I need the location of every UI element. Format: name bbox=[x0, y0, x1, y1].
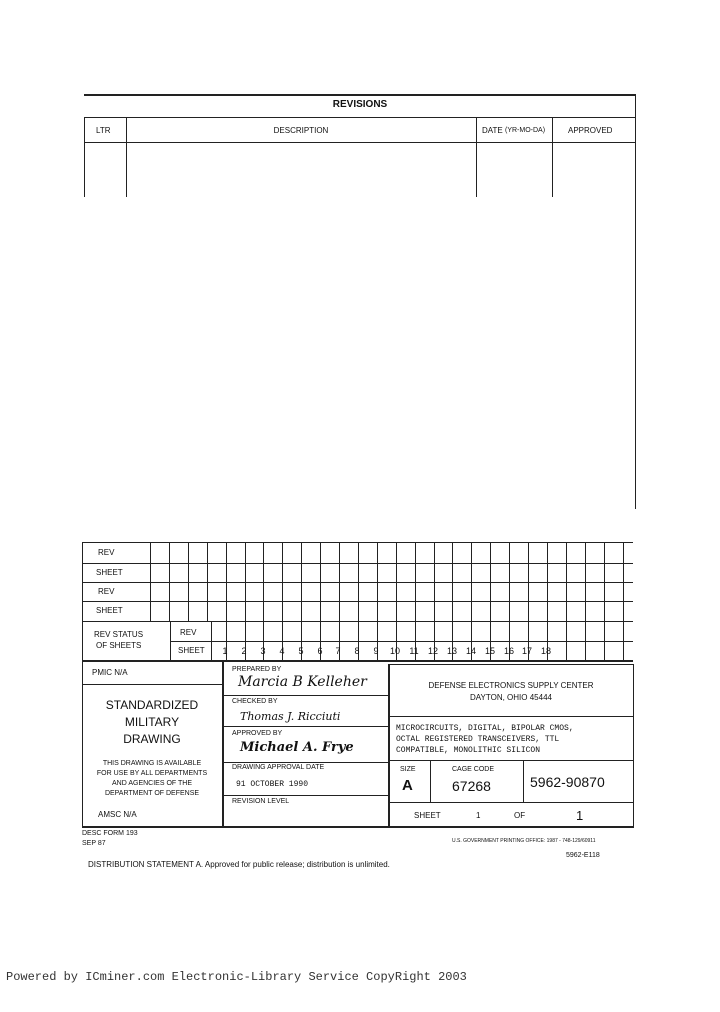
grid-column-line bbox=[415, 542, 416, 660]
grid-rev-label-2: REV bbox=[98, 587, 115, 596]
revisions-title: REVISIONS bbox=[332, 99, 388, 110]
prepared-by-signature: Marcia B Kelleher bbox=[238, 674, 367, 690]
avail-line-4: DEPARTMENT OF DEFENSE bbox=[104, 790, 200, 797]
rev-status-label: REV STATUS bbox=[94, 630, 144, 639]
prepared-by-label: PREPARED BY bbox=[232, 666, 282, 673]
sheet-number-cell: 9 bbox=[373, 646, 379, 656]
grid-column-line bbox=[263, 542, 264, 660]
sheet-number-cell: 7 bbox=[335, 646, 341, 656]
approved-by-signature: Michael A. Frye bbox=[240, 740, 354, 755]
grid-column-line bbox=[339, 542, 340, 660]
grid-column-line bbox=[150, 542, 151, 621]
col-approved: APPROVED bbox=[568, 126, 613, 135]
avail-line-2: FOR USE BY ALL DEPARTMENTS bbox=[96, 770, 208, 777]
grid-rev-label-3: REV bbox=[180, 628, 197, 637]
agency-line-1: DEFENSE ELECTRONICS SUPPLY CENTER bbox=[428, 681, 594, 690]
approval-date: 91 OCTOBER 1990 bbox=[236, 780, 309, 789]
avail-line-1: THIS DRAWING IS AVAILABLE bbox=[102, 760, 202, 767]
col-date-format: (YR-MO-DA) bbox=[505, 127, 546, 134]
sheet-number-cell: 5 bbox=[298, 646, 304, 656]
sheet-number-cell: 16 bbox=[503, 646, 514, 656]
grid-column-line bbox=[226, 542, 227, 660]
sheet-number-cell: 2 bbox=[241, 646, 247, 656]
of-value: 1 bbox=[576, 808, 584, 823]
sheet-number-cell: 17 bbox=[521, 646, 532, 656]
cage-code-value: 67268 bbox=[452, 778, 491, 794]
checked-by-signature: Thomas J. Ricciuti bbox=[240, 710, 341, 723]
col-description: DESCRIPTION bbox=[273, 126, 329, 135]
distribution-statement: DISTRIBUTION STATEMENT A. Approved for public release; distribution is unlimited. bbox=[88, 860, 390, 869]
sheet-number-cell: 11 bbox=[409, 646, 419, 656]
sheet-number-cell: 3 bbox=[260, 646, 266, 656]
grid-column-line bbox=[490, 542, 491, 660]
sheet-number-cell: 10 bbox=[389, 646, 400, 656]
sheet-number-cell: 4 bbox=[279, 646, 285, 656]
amsc: AMSC N/A bbox=[98, 810, 137, 819]
sheet-value: 1 bbox=[476, 811, 481, 820]
grid-column-line bbox=[245, 542, 246, 660]
approved-by-label: APPROVED BY bbox=[232, 730, 283, 737]
grid-sheet-label-3: SHEET bbox=[178, 646, 205, 655]
sheet-number-cell: 12 bbox=[427, 646, 438, 656]
sheet-label: SHEET bbox=[414, 811, 441, 820]
sheet-number-cell: 6 bbox=[317, 646, 323, 656]
of-label: OF bbox=[514, 811, 526, 820]
sheet-number-cell: 13 bbox=[446, 646, 457, 656]
title-line-2: OCTAL REGISTERED TRANSCEIVERS, TTL bbox=[396, 735, 560, 744]
grid-sheet-label-2: SHEET bbox=[96, 606, 123, 615]
grid-sheet-label-1: SHEET bbox=[96, 568, 123, 577]
drawing-number: 5962-90870 bbox=[530, 774, 605, 790]
std-line-2: MILITARY bbox=[124, 715, 180, 729]
form-number: DESC FORM 193 bbox=[82, 830, 138, 837]
form-code: 5962-E118 bbox=[566, 852, 600, 859]
grid-column-line bbox=[301, 542, 302, 660]
std-line-1: STANDARDIZED bbox=[105, 698, 199, 712]
grid-column-line bbox=[169, 542, 170, 621]
title-line-1: MICROCIRCUITS, DIGITAL, BIPOLAR CMOS, bbox=[396, 724, 574, 733]
agency-line-2: DAYTON, OHIO 45444 bbox=[470, 693, 552, 702]
grid-column-line bbox=[623, 542, 624, 660]
col-ltr: LTR bbox=[96, 126, 111, 135]
gpo-notice: U.S. GOVERNMENT PRINTING OFFICE: 1987 - 748-129/60911 bbox=[452, 838, 596, 844]
grid-column-line bbox=[585, 542, 586, 660]
grid-column-line bbox=[547, 542, 548, 660]
grid-column-line bbox=[434, 542, 435, 660]
form-date: SEP 87 bbox=[82, 840, 106, 847]
std-line-3: DRAWING bbox=[123, 732, 181, 746]
grid-column-line bbox=[471, 542, 472, 660]
grid-column-line bbox=[377, 542, 378, 660]
grid-column-line bbox=[282, 542, 283, 660]
revision-level-label: REVISION LEVEL bbox=[232, 798, 290, 805]
grid-column-line bbox=[207, 542, 208, 621]
avail-line-3: AND AGENCIES OF THE bbox=[112, 780, 192, 787]
sheet-number-cell: 8 bbox=[354, 646, 360, 656]
approval-date-label: DRAWING APPROVAL DATE bbox=[232, 764, 325, 771]
grid-column-line bbox=[604, 542, 605, 660]
sheet-number-cell: 18 bbox=[540, 646, 551, 656]
grid-column-line bbox=[358, 542, 359, 660]
grid-rev-label-1: REV bbox=[98, 548, 115, 557]
checked-by-label: CHECKED BY bbox=[232, 698, 278, 705]
pmic: PMIC N/A bbox=[92, 668, 128, 677]
grid-column-line bbox=[566, 542, 567, 660]
grid-column-line bbox=[188, 542, 189, 621]
grid-column-line bbox=[396, 542, 397, 660]
size-value: A bbox=[402, 777, 413, 794]
cage-code-label: CAGE CODE bbox=[452, 766, 495, 773]
sheet-number-cell: 15 bbox=[484, 646, 495, 656]
col-date: DATE bbox=[482, 126, 503, 135]
of-sheets-label: OF SHEETS bbox=[96, 641, 142, 650]
sheet-number-cell: 14 bbox=[465, 646, 476, 656]
powered-by: Powered by ICminer.com Electronic-Library Service CopyRight 2003 bbox=[6, 970, 467, 984]
grid-column-line bbox=[509, 542, 510, 660]
sheet-number-cell: 1 bbox=[222, 646, 228, 656]
grid-column-line bbox=[452, 542, 453, 660]
size-label: SIZE bbox=[400, 766, 416, 773]
grid-column-line bbox=[320, 542, 321, 660]
grid-column-line bbox=[528, 542, 529, 660]
title-line-3: COMPATIBLE, MONOLITHIC SILICON bbox=[396, 746, 541, 755]
